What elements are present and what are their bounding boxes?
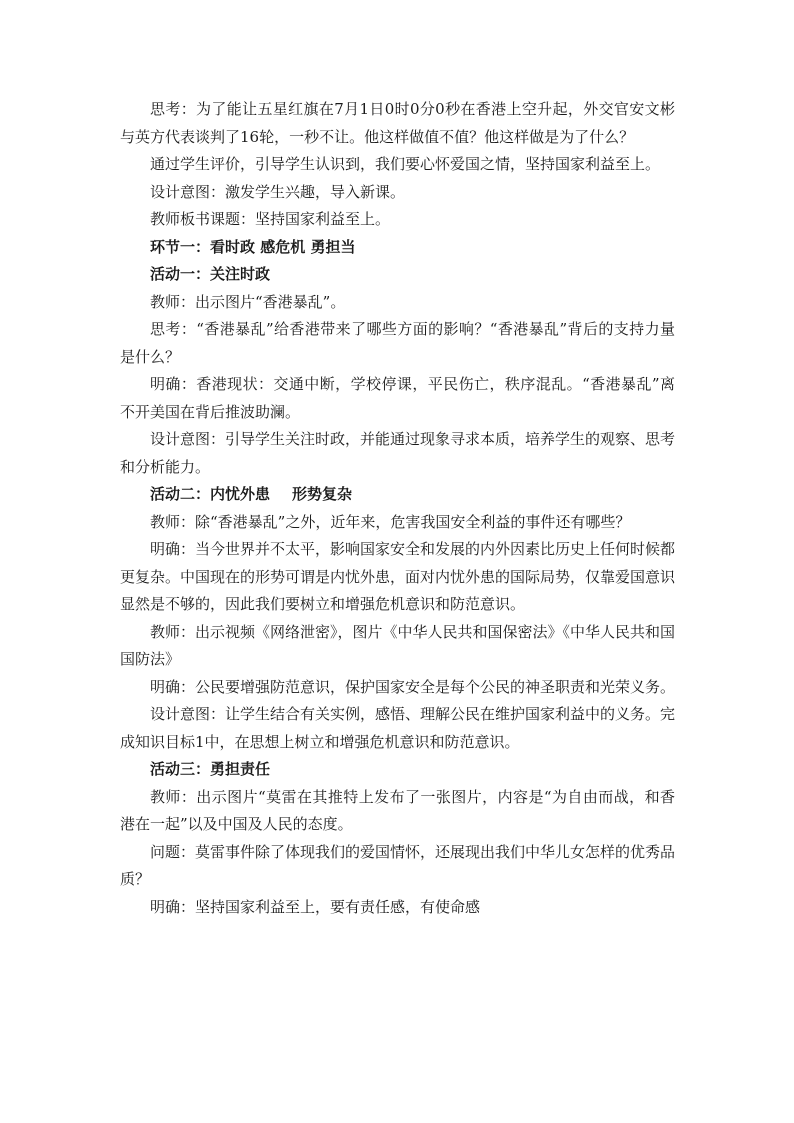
paragraph-clarify-situation: 明确：当今世界并不太平，影响国家安全和发展的内外因素比历史上任何时候都更复杂。中国现在的形势可谓是内忧外患，面对内忧外患的国际局势，仅靠爱国意识显然是不够的，因此我们要树立和增强危机意识和防范意识。: [120, 540, 676, 613]
activity-heading-2-part-1: 活动二：内忧外患: [150, 485, 271, 503]
paragraph-lesson-title: 教师板书课题：坚持国家利益至上。: [150, 210, 391, 228]
section-heading-1: 环节一：看时政 感危机 勇担当: [150, 237, 356, 256]
paragraph-think-flag: 思考：为了能让五星红旗在7月1日0时0分0秒在香港上空升起，外交官安文彬与英方代表谈判了16轮，一秒不让。他这样做值不值？他这样做是为了什么？: [120, 100, 675, 146]
paragraph-clarify-hongkong: 明确：香港现状：交通中断，学校停课，平民伤亡，秩序混乱。“香港暴乱”离不开美国在背后推波助澜。: [120, 375, 675, 421]
paragraph-think-hongkong: 思考：“香港暴乱”给香港带来了哪些方面的影响？“香港暴乱”背后的支持力量是什么？: [120, 320, 675, 366]
paragraph-design-intent-duty: 设计意图：让学生结合有关实例，感悟、理解公民在维护国家利益中的义务。完成知识目标1中，在思想上树立和增强危机意识和防范意识。: [120, 705, 676, 751]
paragraph-teacher-question: 教师：除“香港暴乱”之外，近年来，危害我国安全利益的事件还有哪些？: [150, 512, 631, 531]
paragraph-teacher-video: 教师：出示视频《网络泄密》，图片《中华人民共和国保密法》《中华人民共和国国防法》: [120, 622, 676, 668]
activity-heading-1: 活动一：关注时政: [150, 265, 271, 283]
paragraph-student-evaluation: 通过学生评价，引导学生认识到，我们要心怀爱国之情，坚持国家利益至上。: [150, 155, 661, 173]
paragraph-question-morey: 问题：莫雷事件除了体现我们的爱国情怀，还展现出我们中华儿女怎样的优秀品质？: [120, 842, 676, 888]
paragraph-clarify-duty: 明确：公民要增强防范意识，保护国家安全是每个公民的神圣职责和光荣义务。: [150, 677, 676, 696]
paragraph-design-intent-intro: 设计意图：激发学生兴趣，导入新课。: [150, 182, 406, 201]
activity-heading-3: 活动三：勇担责任: [150, 760, 271, 778]
activity-heading-2: [120, 481, 675, 509]
paragraph-teacher-morey: 教师：出示图片“莫雷在其推特上发布了一张图片，内容是“为自由而战，和香港在一起”以及中国及人民的态度。: [120, 787, 675, 833]
document-body: [120, 96, 675, 921]
paragraph-teacher-picture: 教师：出示图片“香港暴乱”。: [150, 292, 346, 311]
activity-heading-2-part-2: 形势复杂: [292, 485, 353, 503]
paragraph-design-intent-news: 设计意图：引导学生关注时政，并能通过现象寻求本质，培养学生的观察、思考和分析能力。: [120, 430, 676, 476]
paragraph-clarify-responsibility: 明确：坚持国家利益至上，要有责任感，有使命感: [150, 897, 481, 916]
